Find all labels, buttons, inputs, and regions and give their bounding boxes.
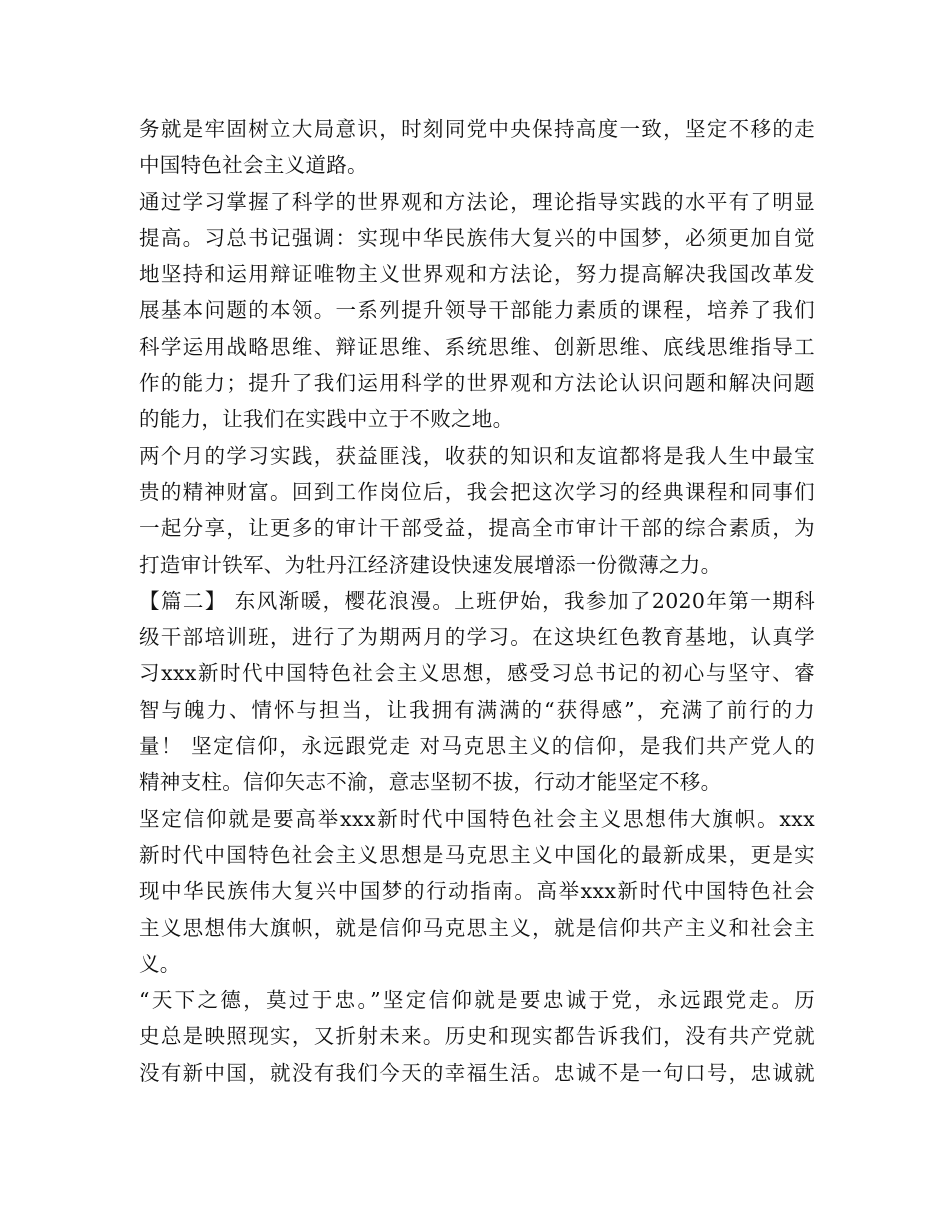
- text-line: 一起分享，让更多的审计干部受益，提高全市审计干部的综合素质，为: [139, 516, 815, 541]
- text-line: 新时代中国特色社会主义思想是马克思主义中国化的最新成果，更是实: [139, 842, 815, 867]
- text-line: 两个月的学习实践，获益匪浅，收获的知识和友谊都将是我人生中最宝: [139, 443, 815, 468]
- text-line: 科学运用战略思维、辩证思维、系统思维、创新思维、底线思维指导工: [139, 334, 815, 359]
- text-line: 习xxx新时代中国特色社会主义思想，感受习总书记的初心与坚守、睿: [139, 661, 815, 686]
- document-page: [139, 111, 815, 1091]
- text-line: 义。: [139, 951, 181, 976]
- text-line: 现中华民族伟大复兴中国梦的行动指南。高举xxx新时代中国特色社会: [139, 879, 815, 904]
- text-line: 主义思想伟大旗帜，就是信仰马克思主义，就是信仰共产主义和社会主: [139, 915, 815, 940]
- text-line: 展基本问题的本领。一系列提升领导干部能力素质的课程，培养了我们: [139, 298, 815, 323]
- text-line: 作的能力；提升了我们运用科学的世界观和方法论认识问题和解决问题: [139, 371, 815, 396]
- text-line: 贵的精神财富。回到工作岗位后，我会把这次学习的经典课程和同事们: [139, 479, 815, 504]
- text-line: 没有新中国，就没有我们今天的幸福生活。忠诚不是一句口号，忠诚就: [139, 1060, 815, 1085]
- text-line: 通过学习掌握了科学的世界观和方法论，理论指导实践的水平有了明显: [139, 189, 815, 214]
- text-line: 精神支柱。信仰矢志不渝，意志坚韧不拔，行动才能坚定不移。: [139, 770, 722, 795]
- text-line: 提高。习总书记强调：实现中华民族伟大复兴的中国梦，必须更加自觉: [139, 225, 815, 250]
- text-line: 中国特色社会主义道路。: [139, 153, 368, 178]
- text-line: 的能力，让我们在实践中立于不败之地。: [139, 407, 514, 432]
- text-line: 务就是牢固树立大局意识，时刻同党中央保持高度一致，坚定不移的走: [139, 117, 815, 141]
- text-line: 级干部培训班，进行了为期两月的学习。在这块红色教育基地，认真学: [139, 625, 815, 650]
- text-line: 地坚持和运用辩证唯物主义世界观和方法论，努力提高解决我国改革发: [139, 262, 815, 287]
- text-line: 坚定信仰就是要高举xxx新时代中国特色社会主义思想伟大旗帜。xxx: [139, 806, 815, 831]
- text-line: 量！ 坚定信仰，永远跟党走 对马克思主义的信仰，是我们共产党人的: [139, 734, 815, 759]
- text-line: 史总是映照现实，又折射未来。历史和现实都告诉我们，没有共产党就: [139, 1024, 815, 1049]
- text-line: “天下之德，莫过于忠。”坚定信仰就是要忠诚于党，永远跟党走。历: [139, 988, 815, 1013]
- text-line: 打造审计铁军、为牡丹江经济建设快速发展增添一份微薄之力。: [139, 552, 722, 577]
- text-line: 智与魄力、情怀与担当，让我拥有满满的“获得感”，充满了前行的力: [139, 697, 815, 722]
- text-line: 【篇二】 东风渐暖，樱花浪漫。上班伊始，我参加了2020年第一期科: [139, 588, 815, 613]
